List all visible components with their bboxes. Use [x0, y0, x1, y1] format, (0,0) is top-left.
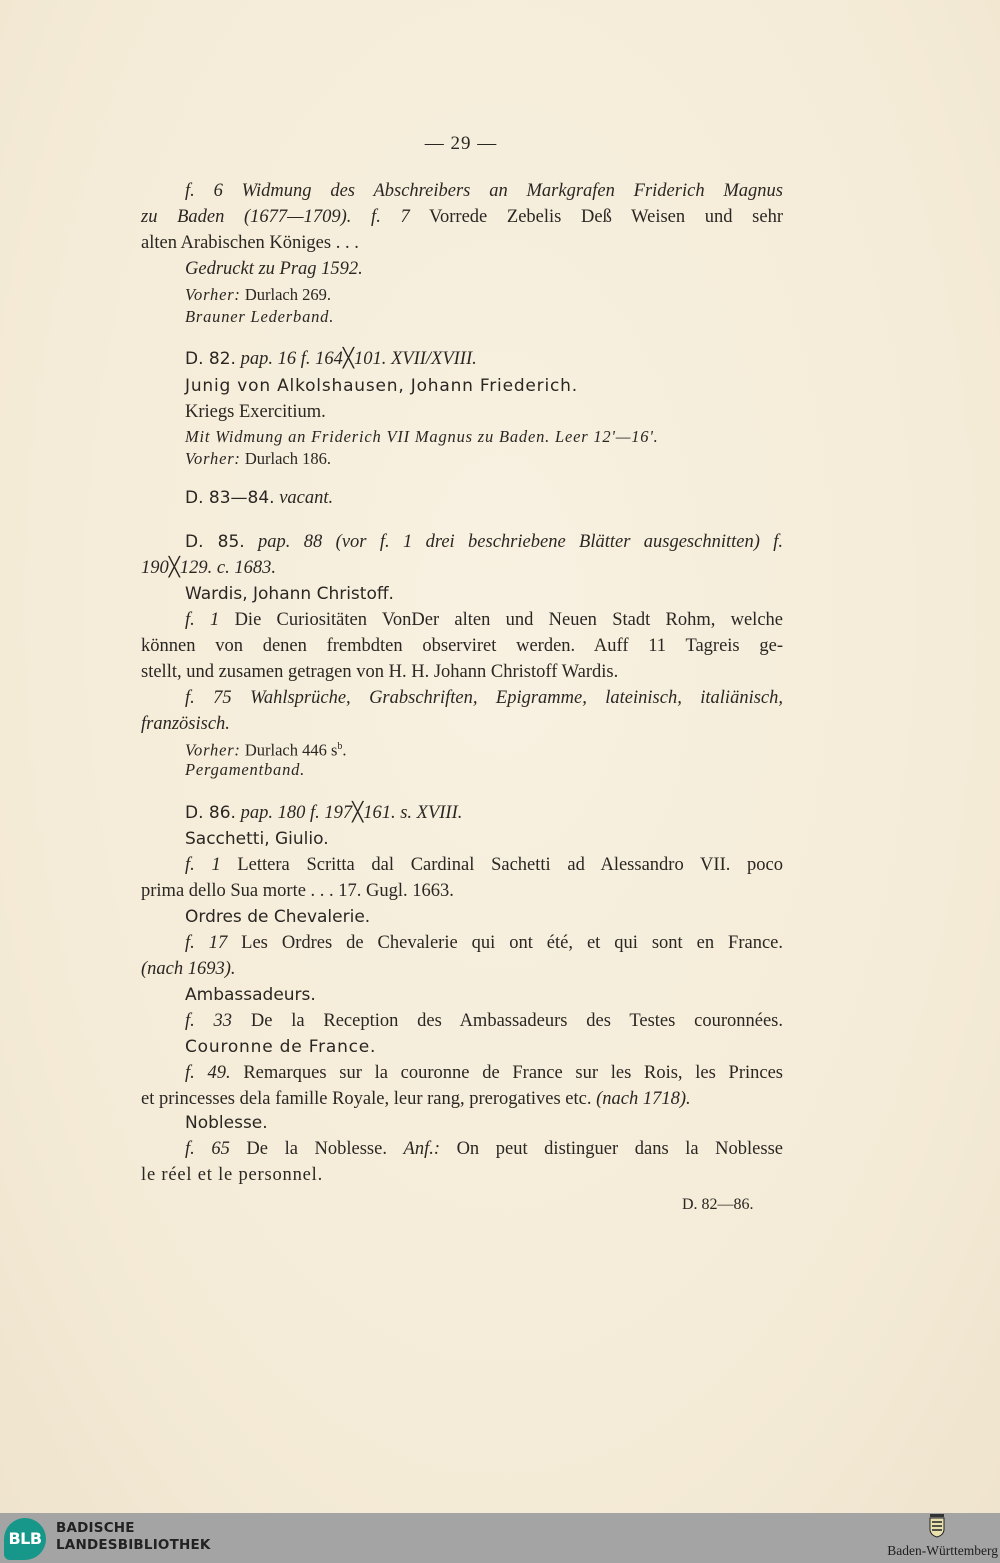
text-line	[185, 607, 783, 633]
entry-author: Wardis, Johann Christoff.	[185, 584, 394, 604]
coat-of-arms-icon	[928, 1514, 946, 1538]
page-number: — 29 —	[424, 133, 498, 154]
provenance-value: Durlach 446 s	[240, 740, 338, 760]
provenance-value: Durlach 186.	[240, 449, 331, 468]
library-name[interactable]	[56, 1520, 211, 1554]
entry-author: Junig von Alkolshausen, Johann Friederich.	[185, 376, 578, 396]
text-line: französisch.	[141, 714, 230, 734]
provenance-label: Vorher:	[185, 740, 241, 760]
provenance-line	[185, 446, 783, 472]
blb-logo-icon[interactable]: BLB	[4, 1518, 46, 1560]
text-line: f. 6 Widmung des Abschreibers an Markgrafen Friderich Magnus	[185, 181, 783, 201]
text-span: Die Curiositäten VonDer alten und Neuen Stadt Rohm, welche	[219, 610, 783, 630]
text-span: Lettera Scritta dal Cardinal Sachetti ad Alessandro VII. poco	[220, 855, 784, 875]
text-span: Les Ordres de Chevalerie qui ont été, et qui sont en France.	[227, 933, 783, 953]
entry-meta: pap. 88 (vor f. 1 drei beschriebene Blätter ausgeschnitten) f.	[244, 532, 784, 552]
text-line: Gedruckt zu Prag 1592.	[185, 259, 363, 279]
text-line: stellt, und zusamen getragen von H. H. Johann Christoff Wardis.	[141, 662, 619, 682]
library-name-line: BADISCHE	[56, 1520, 135, 1536]
provenance-end: .	[342, 740, 347, 760]
text-line	[185, 930, 783, 956]
text-span: (nach 1718).	[596, 1089, 691, 1109]
provenance-sup: b	[337, 741, 343, 752]
shelfmark: D. 86.	[185, 803, 236, 823]
folio-ref: f. 17	[185, 933, 228, 953]
entry-header-d86	[185, 800, 783, 826]
text-line	[185, 1008, 783, 1034]
provenance-label: Vorher:	[185, 285, 241, 304]
text-span: Remarques sur la couronne de France sur les Rois, les Princes	[230, 1063, 783, 1083]
provenance-label: Vorher:	[185, 449, 241, 468]
binding-line: Pergamentband.	[185, 760, 306, 779]
library-name-line: LANDESBIBLIOTHEK	[56, 1537, 211, 1553]
text-line: f. 75 Wahlsprüche, Grabschriften, Epigramme, lateinisch, italiänisch,	[185, 688, 783, 708]
text-span: De la Noblesse.	[229, 1139, 404, 1159]
shelfmark: D. 82.	[185, 349, 236, 369]
entry-header-d85	[185, 529, 783, 555]
section-heading: Ordres de Chevalerie.	[185, 907, 371, 927]
text-span: et princesses dela famille Royale, leur rang, prerogatives etc.	[141, 1089, 597, 1109]
entry-meta: vacant.	[274, 488, 334, 508]
binding-line: Brauner Lederband.	[185, 307, 335, 326]
section-heading: Ambassadeurs.	[185, 985, 316, 1005]
text-span: De la Reception des Ambassadeurs des Testes couronnées.	[232, 1011, 784, 1031]
text-span: Anf.:	[403, 1139, 440, 1159]
folio-ref: f. 1	[185, 610, 220, 630]
text-line	[185, 1136, 783, 1162]
text-line	[141, 1086, 783, 1112]
state-name[interactable]: Baden-Württemberg	[887, 1543, 998, 1558]
shelfmark: D. 83—84.	[185, 488, 275, 508]
text-line: le réel et le personnel.	[141, 1165, 324, 1185]
text-line: alten Arabischen Königes . . .	[141, 233, 359, 253]
entry-author: Sacchetti, Giulio.	[185, 829, 329, 849]
folio-ref: f. 1	[185, 855, 221, 875]
section-heading: Noblesse.	[185, 1113, 268, 1133]
entry-header-d83	[185, 485, 783, 511]
folio-ref: f. 65	[185, 1139, 230, 1159]
text-line	[185, 1060, 783, 1086]
text-line: prima dello Sua morte . . . 17. Gugl. 1663.	[141, 881, 454, 901]
text-span: On peut distinguer dans la Noblesse	[440, 1139, 783, 1159]
text-line: können von denen frembdten observiret werden. Auff 11 Tagreis ge-	[141, 636, 783, 656]
text-line	[141, 204, 783, 230]
folio-ref: f. 49.	[185, 1063, 231, 1083]
text-line	[185, 852, 783, 878]
text-span: zu Baden (1677—1709). f. 7	[141, 207, 410, 227]
entry-note: Mit Widmung an Friderich VII Magnus zu Baden. Leer 12'—16'.	[185, 427, 659, 446]
folio-ref: f. 33	[185, 1011, 233, 1031]
entry-meta: pap. 180 f. 197╳161. s. XVIII.	[235, 803, 463, 823]
entry-title: Kriegs Exercitium.	[185, 402, 326, 422]
shelfmark: D. 85.	[185, 532, 245, 552]
text-line: (nach 1693).	[141, 959, 236, 979]
entry-header-d82	[185, 346, 783, 372]
text-span: Vorrede Zebelis Deß Weisen und sehr	[409, 207, 783, 227]
sheet-signature: D. 82—86.	[682, 1196, 754, 1213]
footer-bar	[0, 1513, 1000, 1563]
entry-meta-cont: 190╳129. c. 1683.	[141, 558, 276, 578]
entry-meta: pap. 16 f. 164╳101. XVII/XVIII.	[235, 349, 477, 369]
provenance-value: Durlach 269.	[240, 285, 331, 304]
section-heading: Couronne de France.	[185, 1037, 377, 1057]
